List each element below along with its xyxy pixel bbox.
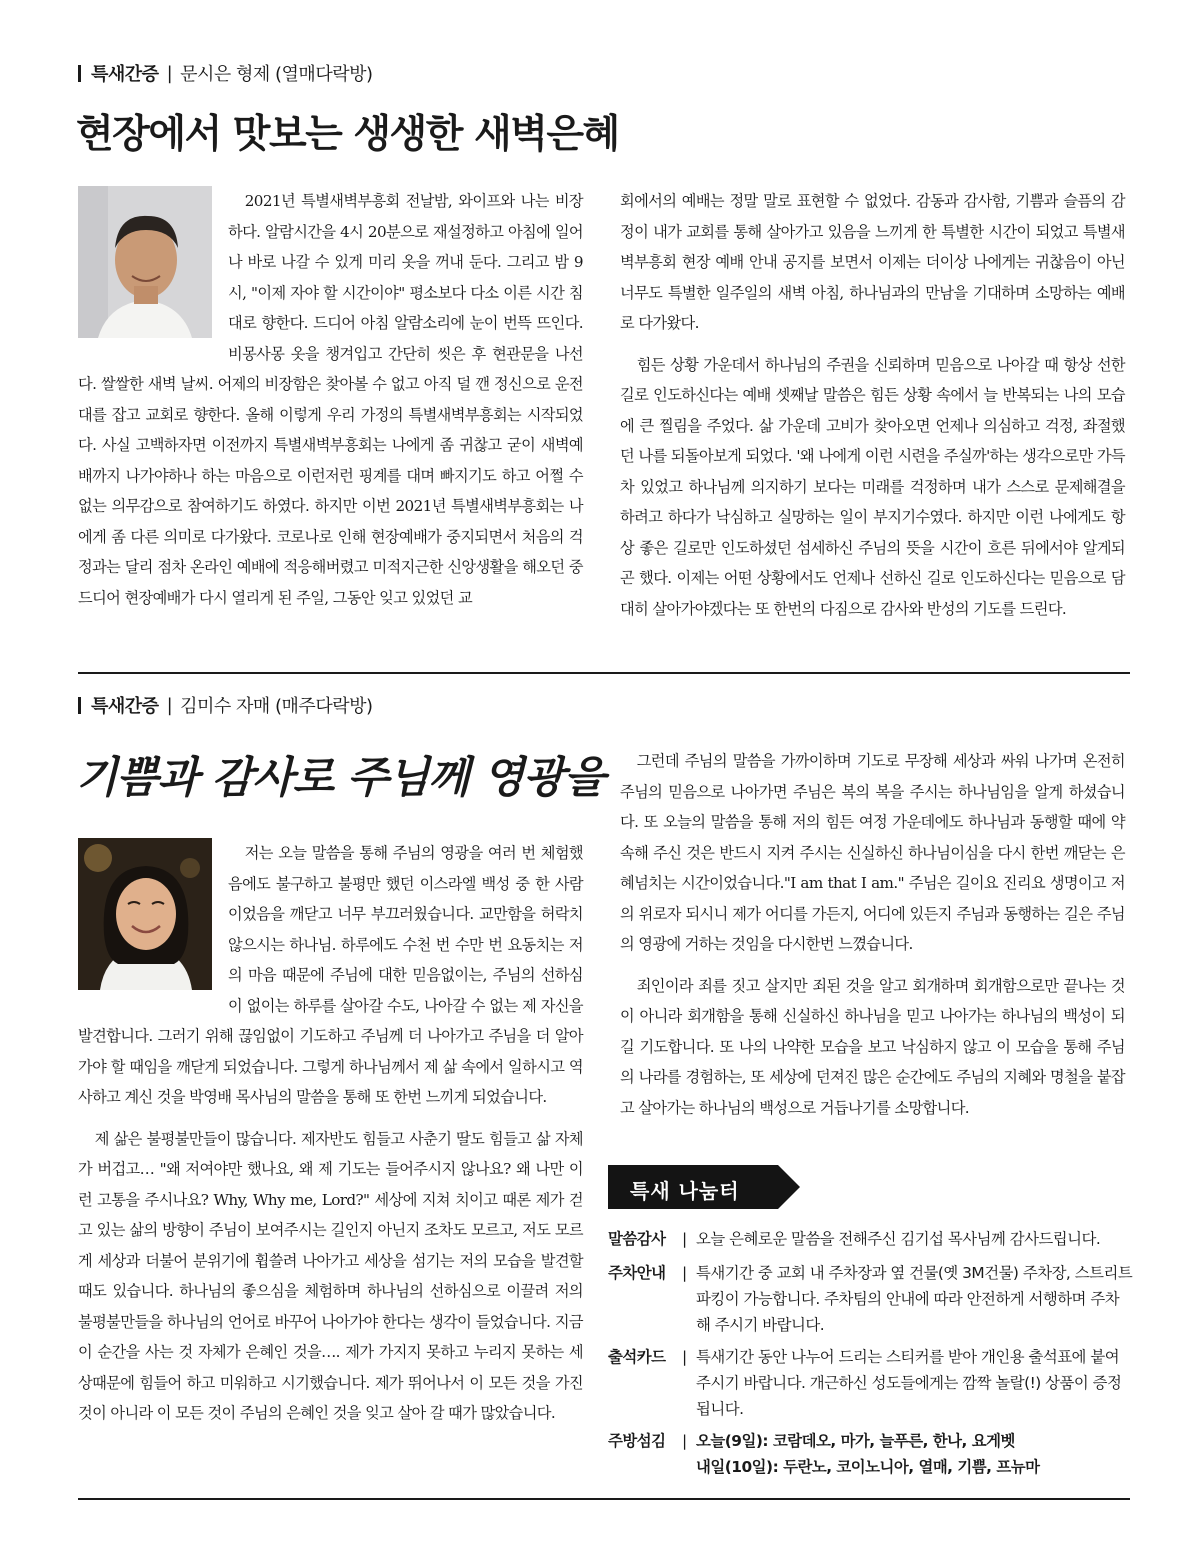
article2-title: 기쁨과 감사로 주님께 영광을 xyxy=(76,753,605,803)
article2-column-left xyxy=(78,838,583,1429)
separator: | xyxy=(166,62,173,84)
article1-header xyxy=(78,60,373,86)
notice-pipe: | xyxy=(682,1230,687,1248)
notice-key: 말씀감사 xyxy=(608,1230,666,1248)
article2-header xyxy=(78,692,373,718)
kitchen-today: 오늘(9일): 코람데오, 마가, 늘푸른, 한나, 요게벳 xyxy=(696,1432,1015,1450)
notice-value: 특새기간 중 교회 내 주차장과 옆 건물(옛 3M건물) 주차장, 스트리트 파킹이 가능합니다. 주차팀의 안내에 따라 안전하게 서행하며 주차해 주시기 바랍니다. xyxy=(696,1264,1133,1334)
notice-value xyxy=(696,1428,1133,1480)
notice-key: 주방섬김 xyxy=(608,1432,666,1450)
notice-pipe: | xyxy=(682,1432,687,1450)
notice-pipe: | xyxy=(682,1348,687,1366)
article2-paragraph-3: 그런데 주님의 말씀을 가까이하며 기도로 무장해 세상과 싸워 나가며 온전히 주님의 믿음으로 나아가면 주님은 복의 복을 주시는 하나님임을 알게 하셨습니다. 또 오늘의 말씀을 통해 저의 힘든 여정 가운데에도 하나님과 동행할 때에 약속해 주신 것은 반드시 지켜 주시는 신실하신 하나님이심을 다시 한번 깨닫는 은혜넘치는 시간이었습니다."I am that I am." 주님은 길이요 진리요 생명이고 저의 위로자 되시니 제가 어디를 가든지, 어디에 있든지 주님과 동행하는 길은 주님의 영광에 거하는 것임을 다시한번 느꼈습니다. xyxy=(620,752,1125,953)
sharing-title: 특새 나눔터 xyxy=(630,1179,740,1203)
notice-value: 특새기간 동안 나누어 드리는 스티커를 받아 개인용 출석표에 붙여 주시기 바랍니다. 개근하신 성도들에게는 깜짝 놀랄(!) 상품이 증정됩니다. xyxy=(696,1348,1122,1418)
sharing-title-tag xyxy=(608,1165,800,1209)
separator: | xyxy=(166,694,173,716)
author-name: 문시은 형제 (열매다락방) xyxy=(180,64,373,85)
kitchen-tomorrow: 내일(10일): 두란노, 코이노니아, 열매, 기쁨, 프뉴마 xyxy=(696,1458,1040,1476)
notice-key: 출석카드 xyxy=(608,1348,666,1366)
article2-column-right xyxy=(620,746,1125,1123)
bottom-divider xyxy=(78,1498,1130,1500)
notice-row xyxy=(608,1226,1133,1252)
notice-value: 오늘 은혜로운 말씀을 전해주신 김기섭 목사님께 감사드립니다. xyxy=(696,1230,1101,1248)
label-bar xyxy=(78,697,81,714)
article1-column-right xyxy=(620,186,1125,624)
section-label: 특새간증 xyxy=(91,64,159,85)
article1-column-left xyxy=(78,186,583,613)
notice-row xyxy=(608,1344,1133,1422)
notice-pipe: | xyxy=(682,1264,687,1282)
article2-paragraph-2: 제 삶은 불평불만들이 많습니다. 제자반도 힘들고 사춘기 딸도 힘들고 삶 자체가 버겁고… "왜 저여야만 했나요, 왜 제 기도는 들어주시지 않나요? 왜 나만 이런 고통을 주시나요? Why, Why me, Lord?" 세상에 지쳐 치이고 때론 제가 걷고 있는 삶의 방향이 주님이 보여주시는 길인지 아닌지 조차도 모르고, 저도 모르게 세상과 더불어 분위기에 휩쓸려 나아가고 세상을 섬기는 저의 모습을 발견할 때도 있습니다. 하나님의 좋으심을 체험하며 하나님의 선하심으로 이끌려 저의 불평불만들을 하나님의 언어로 바꾸어 나아가야 한다는 생각이 들었습니다. 지금 이 순간을 사는 것 자체가 은혜인 것을…. 제가 가지지 못하고 누리지 못하는 세상때문에 힘들어 하고 미워하고 시기했습니다. 제가 뛰어나서 이 모든 것을 가진 것이 아니라 이 모든 것이 주님의 은혜인 것을 잊고 살아 갈 때가 많았습니다. xyxy=(78,1129,583,1422)
notice-key: 주차안내 xyxy=(608,1264,666,1282)
label-bar xyxy=(78,65,81,82)
article1-title: 현장에서 맛보는 생생한 새벽은혜 xyxy=(76,112,619,157)
article1-paragraph-2: 힘든 상황 가운데서 하나님의 주권을 신뢰하며 믿음으로 나아갈 때 항상 선한 길로 인도하신다는 예배 셋째날 말씀은 힘든 상황 속에서 늘 반복되는 나의 모습에 큰 찔림을 주었다. 삶 가운데 고비가 찾아오면 언제나 의심하고 걱정, 좌절했던 나를 되돌아보게 되었다. '왜 나에게 이런 시련을 주실까'하는 생각으로만 가득차 있었고 하나님께 의지하기 보다는 미래를 걱정하며 내가 스스로 문제해결을 하려고 하다가 낙심하고 실망하는 일이 부지기수였다. 하지만 이런 나에게도 항상 좋은 길로만 인도하셨던 섬세하신 주님의 뜻을 시간이 흐른 뒤에서야 알게되곤 했다. 이제는 어떤 상황에서도 언제나 선하신 길로 인도하신다는 믿음으로 담대히 살아가야겠다는 또 한번의 다짐으로 감사와 반성의 기도를 드린다. xyxy=(620,355,1125,618)
section-divider xyxy=(78,672,1130,674)
article1-paragraph-1a: 2021년 특별새벽부흥회 전날밤, 와이프와 나는 비장하다. 알람시간을 4시 20분으로 재설정하고 아침에 일어나 바로 나갈 수 있게 미리 옷을 꺼내 둔다. 그리고 밤 9시, "이제 자야 할 시간이야" 평소보다 다소 이른 시간 침대로 향한다. 드디어 아침 알람소리에 눈이 번뜩 뜨인다. 비몽사몽 옷을 챙겨입고 간단히 씻은 후 현관문을 나선다. 쌀쌀한 새벽 날씨. 어제의 비장함은 찾아볼 수 없고 아직 덜 깬 정신으로 운전대를 잡고 교회로 향한다. 올해 이렇게 우리 가정의 특별새벽부흥회는 시작되었다. 사실 고백하자면 이전까지 특별새벽부흥회는 나에게 좀 귀찮고 굳이 새벽예배까지 나가야하나 하는 마음으로 이런저런 핑계를 대며 빠지기도 하고 어쩔 수 없는 의무감으로 참여하기도 하였다. 하지만 이번 2021년 특별새벽부흥회는 나에게 좀 다른 의미로 다가왔다. 코로나로 인해 현장예배가 중지되면서 처음의 걱정과는 달리 점차 온라인 예배에 적응해버렸고 미적지근한 신앙생활을 해오던 중 드디어 현장예배가 다시 열리게 된 주일, 그동안 잊고 있었던 교 xyxy=(78,192,583,607)
article2-paragraph-1: 저는 오늘 말씀을 통해 주님의 영광을 여러 번 체험했음에도 불구하고 불평만 했던 이스라엘 백성 중 한 사람이었음을 깨닫고 너무 부끄러웠습니다. 교만함을 허락치 않으시는 하나님. 하루에도 수천 번 수만 번 요동치는 저의 마음 때문에 주님에 대한 믿음없이는, 주님의 선하심이 없이는 하루를 살아갈 수도, 나아갈 수 없는 제 자신을 발견합니다. 그러기 위해 끊임없이 기도하고 주님께 더 나아가고 주님을 더 알아가야 할 때임을 깨닫게 되었습니다. 그렇게 하나님께서 제 삶 속에서 일하시고 역사하고 계신 것을 박영배 목사님의 말씀을 통해 또 한번 느끼게 되었습니다. xyxy=(78,844,583,1106)
notice-row xyxy=(608,1428,1133,1480)
notice-row xyxy=(608,1260,1133,1338)
author-photo xyxy=(78,838,212,990)
section-label: 특새간증 xyxy=(91,696,159,717)
article2-paragraph-4: 죄인이라 죄를 짓고 살지만 죄된 것을 알고 회개하며 회개함으로만 끝나는 것이 아니라 회개함을 통해 신실하신 하나님을 믿고 나아가는 하나님의 백성이 되길 기도합니다. 또 나의 나약한 모습을 보고 낙심하지 않고 이 모습을 통해 주님의 나라를 경험하는, 또 세상에 던져진 많은 순간에도 주님의 지혜와 명철을 붙잡고 살아가는 하나님의 백성으로 거듭나기를 소망합니다. xyxy=(620,976,1125,1117)
author-photo xyxy=(78,186,212,338)
author-name: 김미수 자매 (매주다락방) xyxy=(180,696,373,717)
article1-paragraph-1b: 회에서의 예배는 정말 말로 표현할 수 없었다. 감동과 감사함, 기쁨과 슬픔의 감정이 내가 교회를 통해 살아가고 있음을 느끼게 한 특별한 시간이 되었고 특별새벽부흥회 현장 예배 안내 공지를 보면서 이제는 더이상 나에게는 귀찮음이 아닌 너무도 특별한 일주일의 새벽 아침, 하나님과의 만남을 기대하며 소망하는 예배로 다가왔다. xyxy=(620,192,1125,332)
